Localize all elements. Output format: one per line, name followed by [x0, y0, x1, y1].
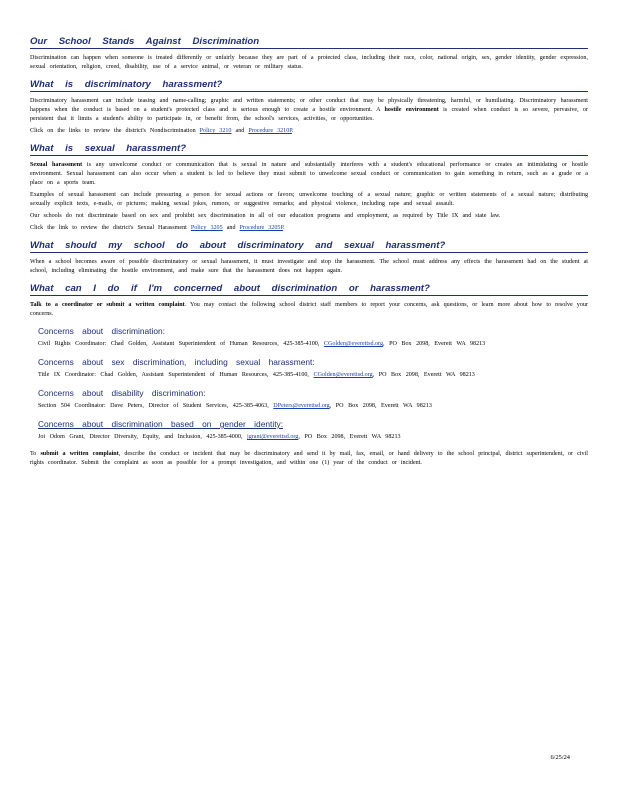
contact-block: [30, 326, 588, 349]
heading-if-concerned: What can I do if I'm concerned about discrimination or harassment?: [30, 283, 430, 294]
contact-list: [30, 326, 588, 442]
paragraph-submit-complaint: [30, 450, 588, 468]
text-span: is any unwelcome conduct or communication that is sexual in nature and substantially interferes with a student's educational performance or creates an intimidating or hostile environment. Sexual harassment can also occur when a student is led to believe they must submit to unwelcome sexual conduct or communication to gain something in return, such as a grade or a place on a sports team.: [30, 162, 588, 186]
paragraph-discriminatory-harassment: [30, 97, 588, 124]
section-if-concerned: [30, 283, 588, 319]
email-link[interactable]: CGolden@everettsd.org: [313, 372, 373, 378]
text-span: To: [30, 451, 37, 457]
text-span: Click on the links to review the district's Nondiscrimination: [30, 128, 196, 134]
term-sexual-harassment: Sexual harassment: [30, 162, 83, 168]
section-school-response: [30, 240, 588, 276]
contact-details: [38, 371, 588, 380]
text-span: and: [226, 225, 236, 231]
contact-heading-discrimination: Concerns about discrimination:: [38, 326, 165, 336]
contact-address: , PO Box 2098, Everett WA 98213: [372, 372, 475, 378]
section-discriminatory-harassment: [30, 79, 588, 136]
contact-address: , PO Box 2098, Everett WA 98213: [383, 341, 486, 347]
heading-rule: [30, 252, 588, 253]
paragraph-school-response: When a school becomes aware of possible discriminatory or sexual harassment, it must investigate and stop the harassment. The school must address any effects the harassment had on the student at school, including eliminating the hostile environment, and make sure that the harassment does not happen again.: [30, 259, 588, 274]
paragraph-sexual-harassment-definition: [30, 161, 588, 188]
heading-rule: [30, 155, 588, 156]
paragraph-sexual-harassment-examples: Examples of sexual harassment can include pressuring a person for sexual actions or favors; unwelcome touching of a sexual nature; graphic or written statements of a sexual nature; distributing sexually explicit texts, e-mails, or pictures; making sexual jokes, rumors, or suggestive remarks; and physical violence, including rape and sexual assault.: [30, 192, 588, 207]
heading-sexual-harassment: What is sexual harassment?: [30, 143, 187, 154]
contact-heading-gender-identity: Concerns about discrimination based on gender identity:: [38, 419, 284, 429]
procedure-3205p-link[interactable]: Procedure 3205P: [239, 225, 284, 231]
contact-address: , PO Box 2098, Everett WA 98213: [298, 434, 401, 440]
section-stand: [30, 36, 588, 72]
text-span: Click the link to review the district's Sexual Harassment: [30, 225, 187, 231]
heading-rule: [30, 91, 588, 92]
email-link[interactable]: DPeters@everettsd.org: [273, 403, 330, 409]
footer-date: 6/25/24: [550, 754, 570, 761]
paragraph-talk-to-coordinator: [30, 301, 588, 319]
paragraph-nondiscrimination-links: [30, 127, 588, 136]
document-page: [30, 36, 588, 471]
contact-block: [30, 388, 588, 411]
term-hostile-environment: hostile environment: [384, 107, 439, 113]
contact-heading-sex-discrimination: Concerns about sex discrimination, including sexual harassment:: [38, 357, 315, 367]
contact-block: [30, 357, 588, 380]
heading-discriminatory-harassment: What is discriminatory harassment?: [30, 79, 223, 90]
text-span: and: [235, 128, 245, 134]
contact-block: [30, 419, 588, 442]
contact-address: , PO Box 2098, Everett WA 98213: [329, 403, 432, 409]
text-span: .: [283, 225, 285, 231]
heading-rule: [30, 48, 588, 49]
bold-submit-complaint: submit a written complaint: [40, 451, 119, 457]
bold-talk-to-coordinator: Talk to a coordinator or submit a written complaint: [30, 302, 185, 308]
contact-text: Joi Odom Grant, Director Diversity, Equity, and Inclusion, 425-385-4000,: [38, 434, 243, 440]
policy-3210-link[interactable]: Policy 3210: [199, 128, 232, 134]
heading-school-response: What should my school do about discriminatory and sexual harassment?: [30, 240, 446, 251]
contact-details: [38, 433, 588, 442]
procedure-3210p-link[interactable]: Procedure 3210P: [248, 128, 292, 134]
paragraph-sexual-harassment-links: [30, 224, 588, 233]
email-link[interactable]: jgrant@everettsd.org: [247, 434, 299, 440]
paragraph-stand: Discrimination can happen when someone is treated differently or unfairly because they are part of a protected class, including their race, color, national origin, sex, gender identity, gender expression, sexual orientation, religion, creed, disability, use of a service animal, or veteran or military status.: [30, 55, 588, 70]
policy-3205-link[interactable]: Policy 3205: [190, 225, 223, 231]
section-sexual-harassment: [30, 143, 588, 233]
paragraph-title-ix: Our schools do not discriminate based on sex and prohibit sex discrimination in all of our education programs and employment, as required by Title IX and state law.: [30, 213, 501, 219]
contact-text: Civil Rights Coordinator: Chad Golden, Assistant Superintendent of Human Resources, 425-385-4100,: [38, 341, 320, 347]
heading-rule: [30, 295, 588, 296]
text-span: is created when conduct is so severe, pervasive, or persistent that it limits a student's ability to participate in, or benefit from, the school's services, activities, or opportunities.: [30, 107, 589, 122]
text-span: , describe the conduct or incident that may be discriminatory and send it by mail, fax, email, or hand delivery to the school principal, district superintendent, or civil rights coordinator. Submit the complaint as soon as possible for a prompt investigation, and within one (1) year of the conduct or incident.: [30, 451, 588, 466]
contact-heading-disability: Concerns about disability discrimination:: [38, 388, 206, 398]
heading-stand: Our School Stands Against Discrimination: [30, 36, 260, 47]
contact-text: Section 504 Coordinator: Dave Peters, Director of Student Services, 425-385-4063,: [38, 403, 269, 409]
contact-text: Title IX Coordinator: Chad Golden, Assistant Superintendent of Human Resources, 425-385-4100,: [38, 372, 309, 378]
email-link[interactable]: CGolden@everettsd.org: [323, 341, 384, 347]
text-span: .: [291, 128, 294, 134]
contact-details: [38, 340, 588, 349]
text-span: . You may contact the following school district staff members to report your concerns, ask questions, or learn more about how to resolve your concerns.: [30, 302, 588, 317]
contact-details: [38, 402, 588, 411]
text-span: Discriminatory harassment can include teasing and name-calling; graphic and written statements; or other conduct that may be physically threatening, harmful, or humiliating. Discriminatory harassment happens when the conduct is based on a student's protected class and is serious enough to create a hostile environment. A: [30, 98, 588, 113]
